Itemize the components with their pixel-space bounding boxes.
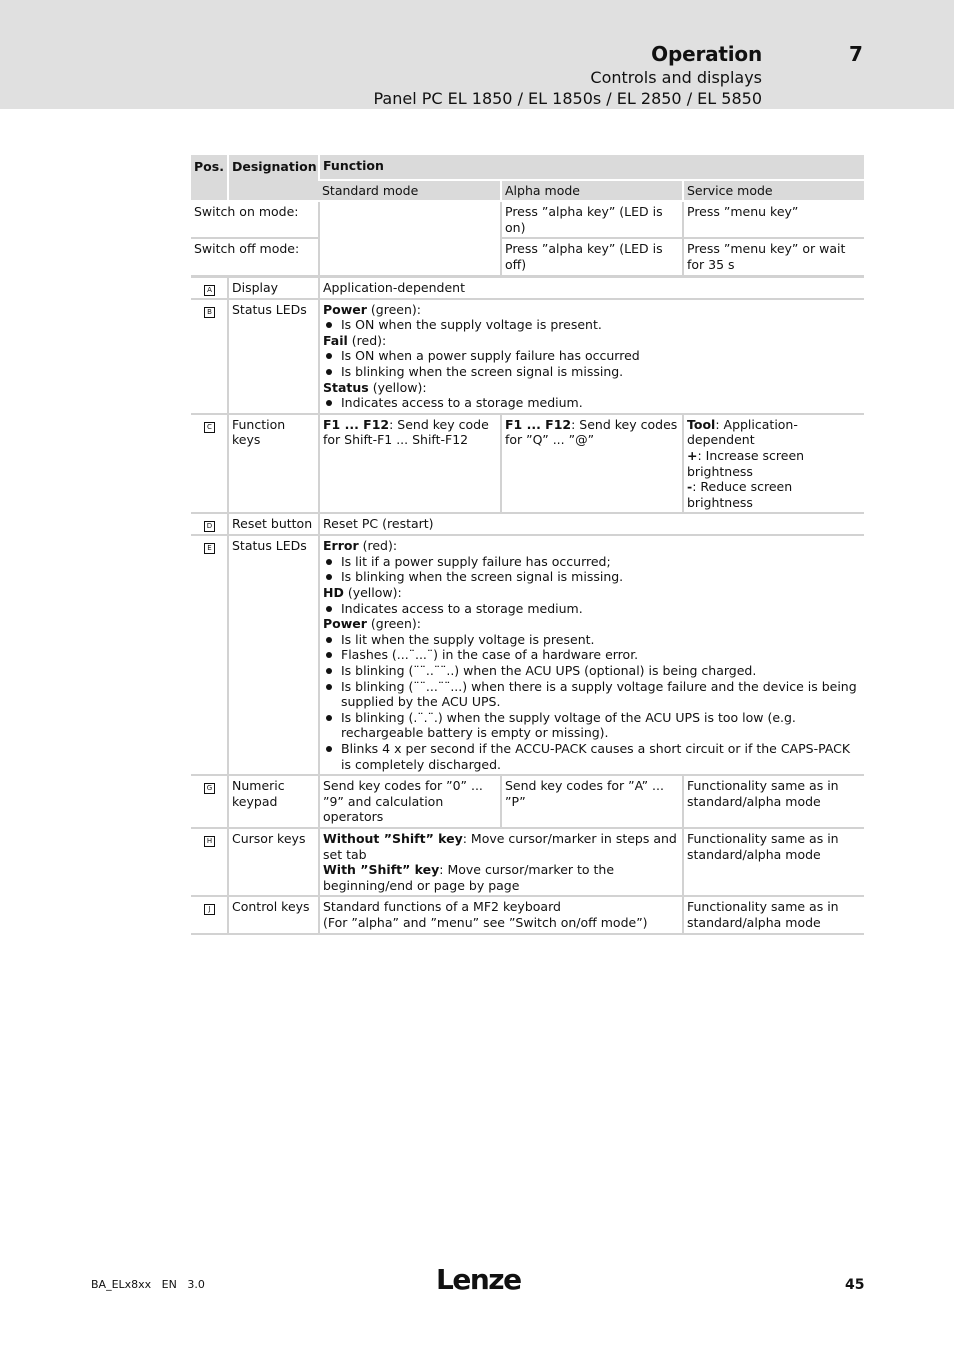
switch-standard-empty <box>319 201 501 276</box>
designation: Status LEDs <box>228 535 319 775</box>
function-alpha: Send key codes for ”A” ... ”P” <box>501 775 683 828</box>
table-row <box>191 828 864 896</box>
chapter-number: 7 <box>849 42 863 66</box>
designation: Status LEDs <box>228 299 319 414</box>
switch-on-row <box>191 201 864 238</box>
table-row <box>191 896 864 933</box>
table-row <box>191 535 864 775</box>
designation: Cursor keys <box>228 828 319 896</box>
function-standard: F1 ... F12: Send key code for Shift-F1 ... Shift-F12 <box>319 414 501 514</box>
pos-marker: J <box>191 896 228 933</box>
function-standard-alpha: Without ”Shift” key: Move cursor/marker in steps and set tab With ”Shift” key: Move cursor/marker to the beginning/end or page by page <box>319 828 683 896</box>
function-service: Functionality same as in standard/alpha mode <box>683 896 864 933</box>
function-text: Reset PC (restart) <box>319 513 864 535</box>
switch-off-row <box>191 238 864 276</box>
table-row <box>191 775 864 828</box>
switch-on-label: Switch on mode: <box>191 201 319 238</box>
mode-alpha: Alpha mode <box>501 180 683 202</box>
switch-on-service: Press ”menu key” <box>683 201 864 238</box>
table-row <box>191 513 864 535</box>
table-row <box>191 414 864 514</box>
col-header-pos: Pos. <box>191 155 228 201</box>
function-alpha: F1 ... F12: Send key codes for ”Q” ... ”@” <box>501 414 683 514</box>
designation: Control keys <box>228 896 319 933</box>
function-text: Power (green): Is ON when the supply voltage is present. Fail (red): Is ON when a power supply failure has occurred Is blinking when the screen signal is missing. Status (yellow): Indicates access to a storage medium. <box>319 299 864 414</box>
function-service: Functionality same as in standard/alpha mode <box>683 828 864 896</box>
table-row <box>191 276 864 299</box>
col-header-designation: Designation <box>228 155 319 201</box>
lenze-logo: Lenze <box>436 1263 521 1296</box>
mode-service: Service mode <box>683 180 864 202</box>
pos-marker: E <box>191 535 228 775</box>
function-text: Application-dependent <box>319 276 864 299</box>
pos-marker: A <box>191 276 228 299</box>
pos-marker: C <box>191 414 228 514</box>
pos-marker: H <box>191 828 228 896</box>
designation: Function keys <box>228 414 319 514</box>
designation: Display <box>228 276 319 299</box>
function-text: Error (red): Is lit if a power supply failure has occurred; Is blinking when the screen signal is missing. HD (yellow): Indicates access to a storage medium. Power (green): Is lit when the supply voltage is present. Flashes (...¨...¨) in the case of a hardware error. Is blinking (¨¨..¨¨..) when the ACU UPS (optional) is being charged. Is blinking (¨¨...¨¨...) when there is a supply voltage failure and the device is being supplied by the ACU UPS. Is blinking (.¨.¨.) when the supply voltage of the ACU UPS is too low (e.g. rechargeable battery is empty or missing). Blinks 4 x per second if the ACCU-PACK causes a short circuit or if the CAPS-PACK is completely discharged. <box>319 535 864 775</box>
function-standard: Send key codes for ”0” ... ”9” and calculation operators <box>319 775 501 828</box>
document-id: BA_ELx8xx EN 3.0 <box>91 1278 205 1291</box>
table-row <box>191 299 864 414</box>
pos-marker: D <box>191 513 228 535</box>
function-service: Tool: Application-dependent +: Increase screen brightness -: Reduce screen brightness <box>683 414 864 514</box>
pos-marker: B <box>191 299 228 414</box>
table-header-row <box>191 155 864 180</box>
switch-off-alpha: Press ”alpha key” (LED is off) <box>501 238 683 276</box>
page-title: Operation <box>651 42 762 66</box>
pos-marker: G <box>191 775 228 828</box>
col-header-function: Function <box>319 155 864 180</box>
function-service: Functionality same as in standard/alpha mode <box>683 775 864 828</box>
mode-standard: Standard mode <box>319 180 501 202</box>
product-title: Panel PC EL 1850 / EL 1850s / EL 2850 / EL 5850 <box>373 89 762 108</box>
switch-off-label: Switch off mode: <box>191 238 319 276</box>
switch-on-alpha: Press ”alpha key” (LED is on) <box>501 201 683 238</box>
switch-off-service: Press ”menu key” or wait for 35 s <box>683 238 864 276</box>
designation: Reset button <box>228 513 319 535</box>
page-number: 45 <box>845 1277 865 1293</box>
function-standard-alpha: Standard functions of a MF2 keyboard (For ”alpha” and ”menu” see ”Switch on/off mode”) <box>319 896 683 933</box>
designation: Numeric keypad <box>228 775 319 828</box>
controls-table <box>191 155 864 935</box>
section-title: Controls and displays <box>590 68 762 87</box>
